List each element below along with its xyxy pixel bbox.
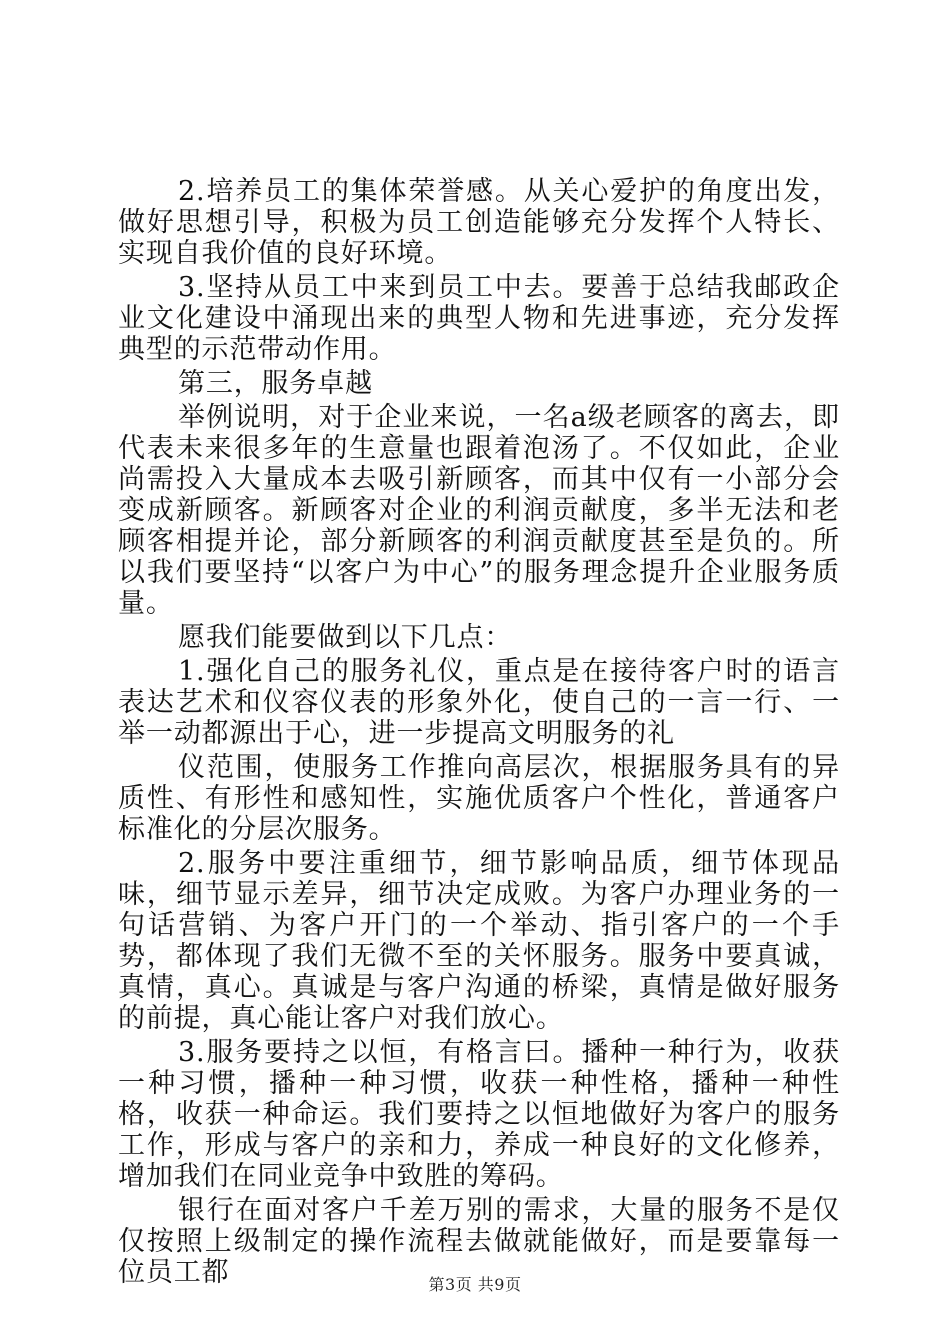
paragraph-point-1: 1.强化自己的服务礼仪，重点是在接待客户时的语言表达艺术和仪容仪表的形象外化，使自己的一言一行、一举一动都源出于心，进一步提高文明服务的礼 [118, 656, 840, 749]
paragraph-example: 举例说明，对于企业来说，一名a级老顾客的离去，即代表未来很多年的生意量也跟着泡汤了。不仅如此，企业尚需投入大量成本去吸引新顾客，而其中仅有一小部分会变成新顾客。新顾客对企业的利润贡献度，多半无法和老顾客相提并论，部分新顾客的利润贡献度甚至是负的。所以我们要坚持“以客户为中心”的服务理念提升企业服务质量。 [118, 402, 840, 619]
paragraph-collective-honor: 2.培养员工的集体荣誉感。从关心爱护的角度出发，做好思想引导，积极为员工创造能够充分发挥个人特长、实现自我价值的良好环境。 [118, 176, 840, 269]
paragraph-point-3: 3.服务要持之以恒，有格言曰。播种一种行为，收获一种习惯，播种一种习惯，收获一种性格，播种一种性格，收获一种命运。我们要持之以恒地做好为客户的服务工作，形成与客户的亲和力，养成一种良好的文化修养，增加我们在同业竞争中致胜的筹码。 [118, 1037, 840, 1192]
paragraph-points-intro: 愿我们能要做到以下几点： [178, 622, 513, 653]
document-body [118, 176, 840, 1291]
page-number-footer: 第3页 共9页 [428, 1275, 522, 1294]
section-heading-service-excellence: 第三，服务卓越 [178, 368, 373, 399]
paragraph-from-employees: 3.坚持从员工中来到员工中去。要善于总结我邮政企业文化建设中涌现出来的典型人物和先进事迹，充分发挥典型的示范带动作用。 [118, 272, 840, 365]
paragraph-point-1-continued: 仪范围，使服务工作推向高层次，根据服务具有的异质性、有形性和感知性，实施优质客户个性化，普通客户标准化的分层次服务。 [118, 752, 840, 845]
paragraph-bank-service: 银行在面对客户千差万别的需求，大量的服务不是仅仅按照上级制定的操作流程去做就能做好，而是要靠每一位员工都 [118, 1195, 840, 1288]
paragraph-point-2: 2.服务中要注重细节，细节影响品质，细节体现品味，细节显示差异，细节决定成败。为客户办理业务的一句话营销、为客户开门的一个举动、指引客户的一个手势，都体现了我们无微不至的关怀服务。服务中要真诚，真情，真心。真诚是与客户沟通的桥梁，真情是做好服务的前提，真心能让客户对我们放心。 [118, 848, 840, 1034]
